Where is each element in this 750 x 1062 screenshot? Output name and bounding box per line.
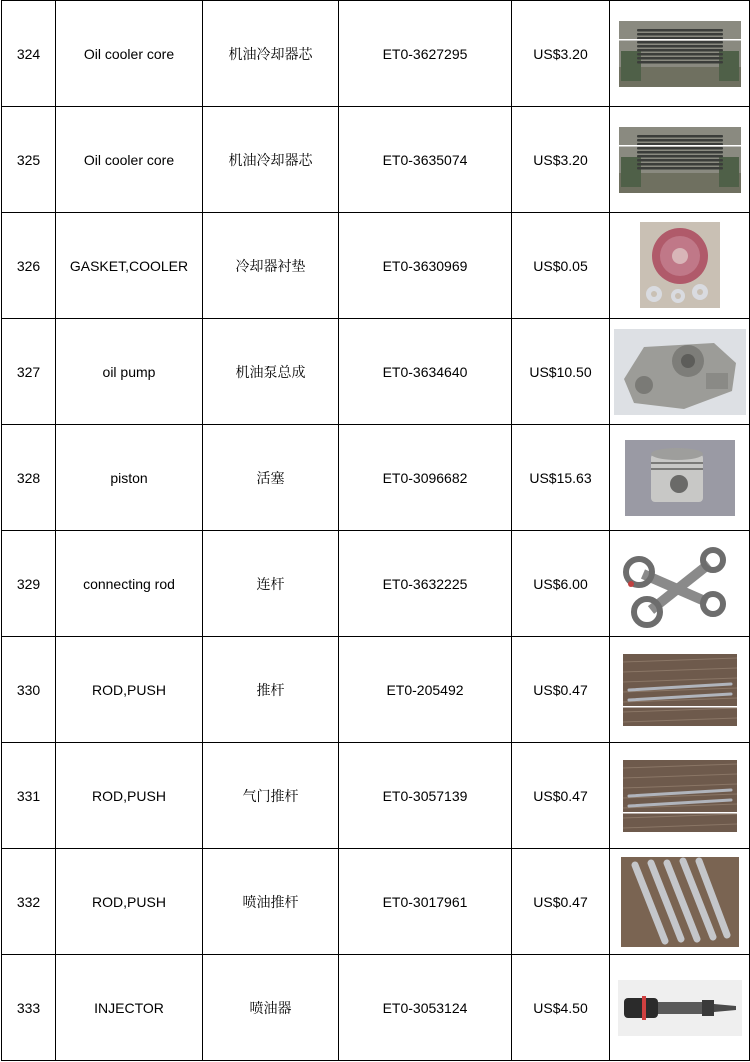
connecting-rod-photo <box>610 531 750 637</box>
table-row <box>2 849 750 955</box>
part-name: GASKET,COOLER <box>56 213 203 319</box>
part-code: ET0-3634640 <box>339 319 512 425</box>
oil-cooler-core-photo <box>610 1 750 107</box>
part-price: US$0.47 <box>512 743 610 849</box>
part-name-chinese: 机油冷却器芯 <box>203 107 339 213</box>
part-price: US$6.00 <box>512 531 610 637</box>
part-name: piston <box>56 425 203 531</box>
oil-cooler-core-photo <box>610 107 750 213</box>
part-number: 330 <box>2 637 56 743</box>
part-price: US$0.47 <box>512 637 610 743</box>
part-price: US$10.50 <box>512 319 610 425</box>
part-price: US$3.20 <box>512 1 610 107</box>
table-row <box>2 213 750 319</box>
part-name: INJECTOR <box>56 955 203 1061</box>
part-price: US$0.05 <box>512 213 610 319</box>
part-name-chinese: 冷却器衬垫 <box>203 213 339 319</box>
part-number: 329 <box>2 531 56 637</box>
part-name-chinese: 连杆 <box>203 531 339 637</box>
oil-pump-photo <box>610 319 750 425</box>
part-name-chinese: 推杆 <box>203 637 339 743</box>
push-rod-photo <box>610 743 750 849</box>
part-number: 328 <box>2 425 56 531</box>
part-number: 326 <box>2 213 56 319</box>
part-name-chinese: 机油冷却器芯 <box>203 1 339 107</box>
part-code: ET0-3627295 <box>339 1 512 107</box>
part-code: ET0-3053124 <box>339 955 512 1061</box>
part-name: oil pump <box>56 319 203 425</box>
table-row <box>2 319 750 425</box>
part-number: 324 <box>2 1 56 107</box>
part-name: ROD,PUSH <box>56 743 203 849</box>
table-row <box>2 531 750 637</box>
part-price: US$0.47 <box>512 849 610 955</box>
part-name: Oil cooler core <box>56 107 203 213</box>
table-row <box>2 1 750 107</box>
piston-photo <box>610 425 750 531</box>
part-code: ET0-3630969 <box>339 213 512 319</box>
part-number: 331 <box>2 743 56 849</box>
part-number: 325 <box>2 107 56 213</box>
part-price: US$4.50 <box>512 955 610 1061</box>
part-name: Oil cooler core <box>56 1 203 107</box>
part-name-chinese: 喷油器 <box>203 955 339 1061</box>
part-name-chinese: 喷油推杆 <box>203 849 339 955</box>
part-price: US$15.63 <box>512 425 610 531</box>
part-code: ET0-3632225 <box>339 531 512 637</box>
part-code: ET0-205492 <box>339 637 512 743</box>
part-code: ET0-3057139 <box>339 743 512 849</box>
injector-photo <box>610 955 750 1061</box>
part-name-chinese: 机油泵总成 <box>203 319 339 425</box>
part-code: ET0-3635074 <box>339 107 512 213</box>
table-row <box>2 743 750 849</box>
part-name-chinese: 气门推杆 <box>203 743 339 849</box>
parts-table <box>1 0 750 1061</box>
table-row <box>2 425 750 531</box>
part-name: ROD,PUSH <box>56 637 203 743</box>
part-name: ROD,PUSH <box>56 849 203 955</box>
push-rod-photo <box>610 637 750 743</box>
part-number: 327 <box>2 319 56 425</box>
part-number: 333 <box>2 955 56 1061</box>
part-price: US$3.20 <box>512 107 610 213</box>
part-number: 332 <box>2 849 56 955</box>
table-row <box>2 107 750 213</box>
part-code: ET0-3096682 <box>339 425 512 531</box>
gasket-photo <box>610 213 750 319</box>
part-name: connecting rod <box>56 531 203 637</box>
table-row <box>2 637 750 743</box>
part-name-chinese: 活塞 <box>203 425 339 531</box>
part-code: ET0-3017961 <box>339 849 512 955</box>
table-row <box>2 955 750 1061</box>
push-rods-bundle-photo <box>610 849 750 955</box>
